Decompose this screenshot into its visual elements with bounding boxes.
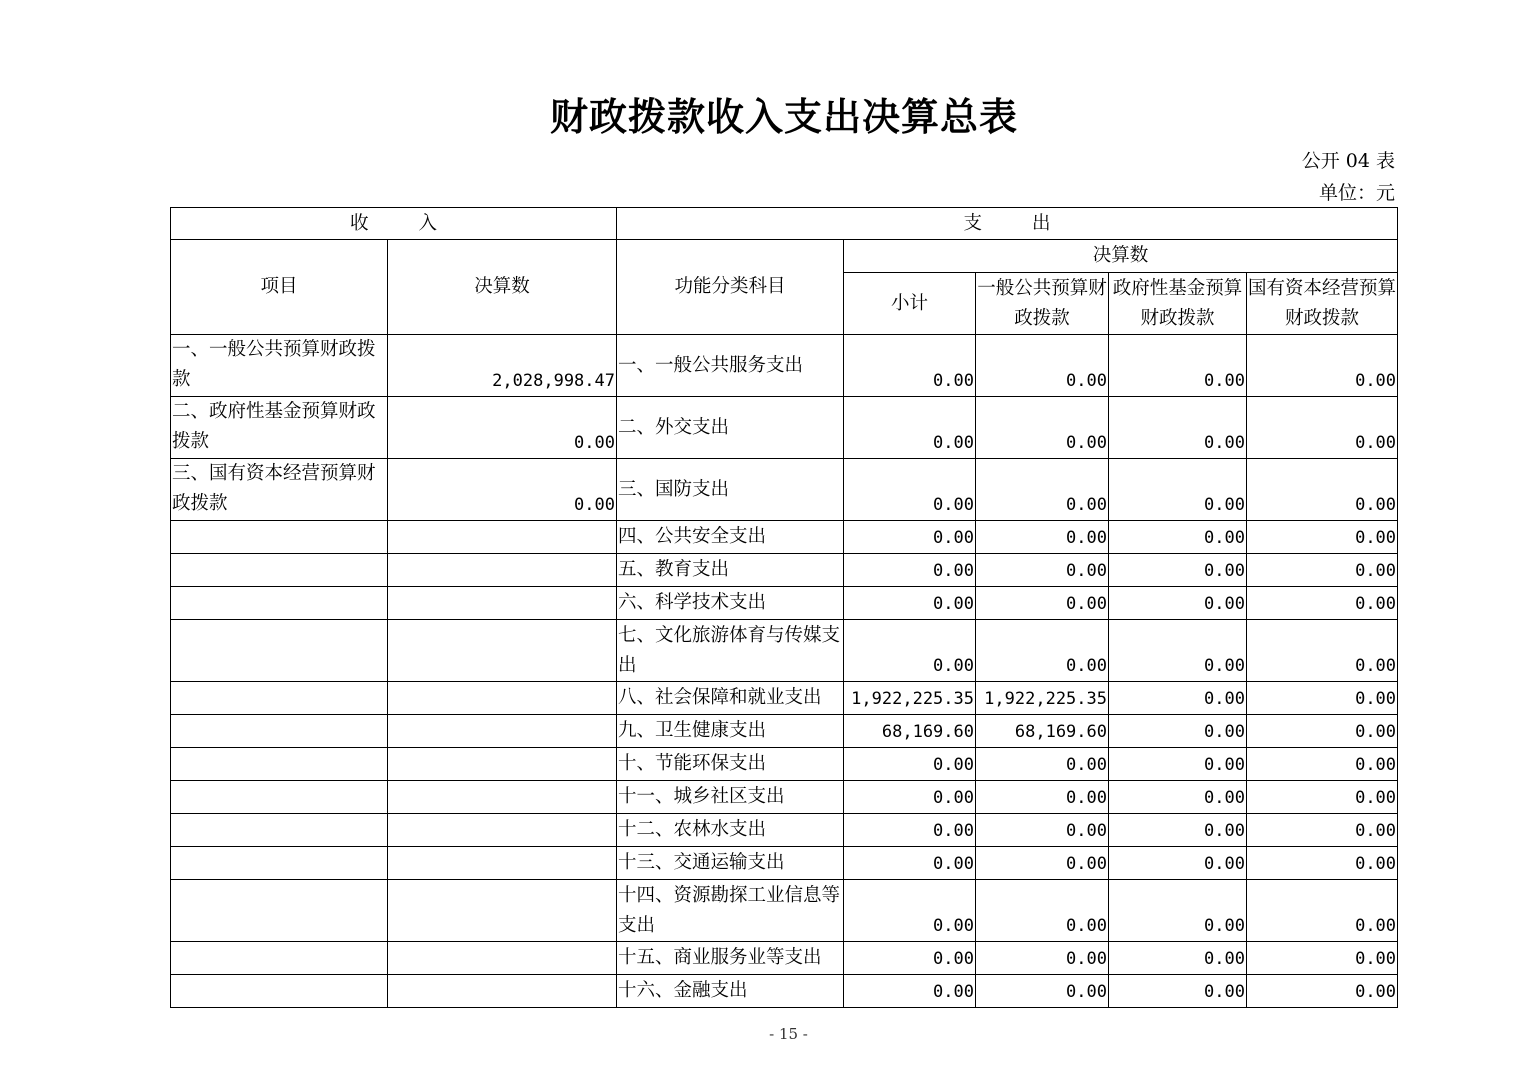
subtotal-cell: 0.00 bbox=[844, 554, 976, 587]
general-budget-cell: 0.00 bbox=[976, 620, 1109, 682]
income-item-cell: 一、一般公共预算财政拨款 bbox=[171, 335, 388, 397]
gov-fund-cell: 0.00 bbox=[1109, 975, 1247, 1008]
expense-item-cell: 十一、城乡社区支出 bbox=[617, 781, 844, 814]
gov-fund-cell: 0.00 bbox=[1109, 620, 1247, 682]
subtotal-cell: 0.00 bbox=[844, 748, 976, 781]
income-amount-cell bbox=[388, 847, 617, 880]
general-budget-header: 一般公共预算财政拨款 bbox=[976, 273, 1109, 335]
unit-label: 单位：元 bbox=[1318, 182, 1395, 204]
income-amount-cell bbox=[388, 554, 617, 587]
general-budget-cell: 0.00 bbox=[976, 335, 1109, 397]
table-row bbox=[171, 335, 1398, 397]
subtotal-cell: 0.00 bbox=[844, 335, 976, 397]
income-item-cell bbox=[171, 847, 388, 880]
table-row bbox=[171, 748, 1398, 781]
income-item-cell bbox=[171, 682, 388, 715]
expense-section-header: 支 出 bbox=[617, 208, 1398, 240]
subtotal-cell: 68,169.60 bbox=[844, 715, 976, 748]
income-amount-cell bbox=[388, 942, 617, 975]
table-row bbox=[171, 620, 1398, 682]
expense-item-cell: 十三、交通运输支出 bbox=[617, 847, 844, 880]
table-row bbox=[171, 847, 1398, 880]
gov-fund-cell: 0.00 bbox=[1109, 682, 1247, 715]
income-item-cell bbox=[171, 587, 388, 620]
general-budget-cell: 0.00 bbox=[976, 847, 1109, 880]
gov-fund-cell: 0.00 bbox=[1109, 397, 1247, 459]
state-capital-cell: 0.00 bbox=[1247, 847, 1398, 880]
expense-item-cell: 十六、金融支出 bbox=[617, 975, 844, 1008]
subtotal-cell: 0.00 bbox=[844, 521, 976, 554]
expense-item-cell: 五、教育支出 bbox=[617, 554, 844, 587]
subtotal-cell: 1,922,225.35 bbox=[844, 682, 976, 715]
expense-item-cell: 九、卫生健康支出 bbox=[617, 715, 844, 748]
income-item-cell bbox=[171, 814, 388, 847]
state-capital-cell: 0.00 bbox=[1247, 975, 1398, 1008]
state-capital-cell: 0.00 bbox=[1247, 459, 1398, 521]
expense-item-cell: 二、外交支出 bbox=[617, 397, 844, 459]
general-budget-cell: 0.00 bbox=[976, 459, 1109, 521]
income-amount-cell: 0.00 bbox=[388, 459, 617, 521]
general-budget-cell: 0.00 bbox=[976, 397, 1109, 459]
subtotal-cell: 0.00 bbox=[844, 397, 976, 459]
state-capital-cell: 0.00 bbox=[1247, 521, 1398, 554]
table-row bbox=[171, 459, 1398, 521]
gov-fund-cell: 0.00 bbox=[1109, 814, 1247, 847]
state-capital-cell: 0.00 bbox=[1247, 682, 1398, 715]
expense-item-cell: 十四、资源勘探工业信息等支出 bbox=[617, 880, 844, 942]
table-row bbox=[171, 682, 1398, 715]
page-number: - 15 - bbox=[769, 1025, 808, 1043]
state-capital-cell: 0.00 bbox=[1247, 587, 1398, 620]
general-budget-cell: 0.00 bbox=[976, 521, 1109, 554]
gov-fund-cell: 0.00 bbox=[1109, 942, 1247, 975]
general-budget-cell: 0.00 bbox=[976, 942, 1109, 975]
state-capital-cell: 0.00 bbox=[1247, 335, 1398, 397]
gov-fund-cell: 0.00 bbox=[1109, 748, 1247, 781]
gov-fund-cell: 0.00 bbox=[1109, 459, 1247, 521]
income-amount-cell bbox=[388, 715, 617, 748]
state-capital-cell: 0.00 bbox=[1247, 554, 1398, 587]
general-budget-cell: 1,922,225.35 bbox=[976, 682, 1109, 715]
income-item-cell bbox=[171, 880, 388, 942]
general-budget-cell: 68,169.60 bbox=[976, 715, 1109, 748]
gov-fund-cell: 0.00 bbox=[1109, 715, 1247, 748]
income-amount-cell bbox=[388, 880, 617, 942]
income-amount-cell bbox=[388, 814, 617, 847]
gov-fund-header: 政府性基金预算财政拨款 bbox=[1109, 273, 1247, 335]
general-budget-cell: 0.00 bbox=[976, 975, 1109, 1008]
state-capital-cell: 0.00 bbox=[1247, 748, 1398, 781]
state-capital-cell: 0.00 bbox=[1247, 781, 1398, 814]
expense-item-cell: 四、公共安全支出 bbox=[617, 521, 844, 554]
expense-item-cell: 一、一般公共服务支出 bbox=[617, 335, 844, 397]
general-budget-cell: 0.00 bbox=[976, 781, 1109, 814]
expense-item-cell: 七、文化旅游体育与传媒支出 bbox=[617, 620, 844, 682]
state-capital-cell: 0.00 bbox=[1247, 814, 1398, 847]
expense-item-cell: 六、科学技术支出 bbox=[617, 587, 844, 620]
table-row bbox=[171, 587, 1398, 620]
state-capital-cell: 0.00 bbox=[1247, 715, 1398, 748]
subtotal-cell: 0.00 bbox=[844, 880, 976, 942]
income-amount-cell: 0.00 bbox=[388, 397, 617, 459]
gov-fund-cell: 0.00 bbox=[1109, 847, 1247, 880]
state-capital-cell: 0.00 bbox=[1247, 397, 1398, 459]
page-title: 财政拨款收入支出决算总表 bbox=[549, 94, 1018, 139]
income-item-cell bbox=[171, 620, 388, 682]
state-capital-header: 国有资本经营预算财政拨款 bbox=[1247, 273, 1398, 335]
table-row bbox=[171, 397, 1398, 459]
table-row bbox=[171, 521, 1398, 554]
subtotal-cell: 0.00 bbox=[844, 587, 976, 620]
income-item-cell bbox=[171, 748, 388, 781]
income-amount-cell bbox=[388, 521, 617, 554]
income-amount-cell bbox=[388, 620, 617, 682]
income-amount-header: 决算数 bbox=[388, 240, 617, 335]
table-row bbox=[171, 554, 1398, 587]
gov-fund-cell: 0.00 bbox=[1109, 521, 1247, 554]
income-amount-cell bbox=[388, 975, 617, 1008]
general-budget-cell: 0.00 bbox=[976, 814, 1109, 847]
income-item-cell: 三、国有资本经营预算财政拨款 bbox=[171, 459, 388, 521]
income-section-header: 收 入 bbox=[171, 208, 617, 240]
expense-item-cell: 八、社会保障和就业支出 bbox=[617, 682, 844, 715]
gov-fund-cell: 0.00 bbox=[1109, 880, 1247, 942]
gov-fund-cell: 0.00 bbox=[1109, 781, 1247, 814]
table-code: 公开 04 表 bbox=[1301, 150, 1395, 172]
income-amount-cell bbox=[388, 587, 617, 620]
subtotal-cell: 0.00 bbox=[844, 781, 976, 814]
gov-fund-cell: 0.00 bbox=[1109, 554, 1247, 587]
subtotal-cell: 0.00 bbox=[844, 942, 976, 975]
subtotal-cell: 0.00 bbox=[844, 459, 976, 521]
gov-fund-cell: 0.00 bbox=[1109, 335, 1247, 397]
expense-item-cell: 十二、农林水支出 bbox=[617, 814, 844, 847]
income-item-cell bbox=[171, 781, 388, 814]
income-amount-cell bbox=[388, 781, 617, 814]
gov-fund-cell: 0.00 bbox=[1109, 587, 1247, 620]
income-item-cell bbox=[171, 942, 388, 975]
table-row bbox=[171, 715, 1398, 748]
subtotal-cell: 0.00 bbox=[844, 814, 976, 847]
state-capital-cell: 0.00 bbox=[1247, 942, 1398, 975]
income-item-cell bbox=[171, 521, 388, 554]
state-capital-cell: 0.00 bbox=[1247, 880, 1398, 942]
function-category-header: 功能分类科目 bbox=[617, 240, 844, 335]
state-capital-cell: 0.00 bbox=[1247, 620, 1398, 682]
table-row bbox=[171, 781, 1398, 814]
income-amount-cell: 2,028,998.47 bbox=[388, 335, 617, 397]
income-item-cell bbox=[171, 554, 388, 587]
income-item-cell bbox=[171, 975, 388, 1008]
subtotal-cell: 0.00 bbox=[844, 975, 976, 1008]
general-budget-cell: 0.00 bbox=[976, 748, 1109, 781]
table-row bbox=[171, 942, 1398, 975]
table-row bbox=[171, 814, 1398, 847]
expense-item-cell: 十、节能环保支出 bbox=[617, 748, 844, 781]
fiscal-appropriation-table bbox=[170, 207, 1398, 1008]
general-budget-cell: 0.00 bbox=[976, 554, 1109, 587]
general-budget-cell: 0.00 bbox=[976, 587, 1109, 620]
subtotal-header: 小计 bbox=[844, 273, 976, 335]
final-amount-header: 决算数 bbox=[844, 240, 1398, 273]
income-amount-cell bbox=[388, 682, 617, 715]
table-row bbox=[171, 880, 1398, 942]
expense-item-cell: 十五、商业服务业等支出 bbox=[617, 942, 844, 975]
income-item-cell: 二、政府性基金预算财政拨款 bbox=[171, 397, 388, 459]
table-row bbox=[171, 975, 1398, 1008]
subtotal-cell: 0.00 bbox=[844, 620, 976, 682]
item-header: 项目 bbox=[171, 240, 388, 335]
subtotal-cell: 0.00 bbox=[844, 847, 976, 880]
expense-item-cell: 三、国防支出 bbox=[617, 459, 844, 521]
income-amount-cell bbox=[388, 748, 617, 781]
income-item-cell bbox=[171, 715, 388, 748]
general-budget-cell: 0.00 bbox=[976, 880, 1109, 942]
